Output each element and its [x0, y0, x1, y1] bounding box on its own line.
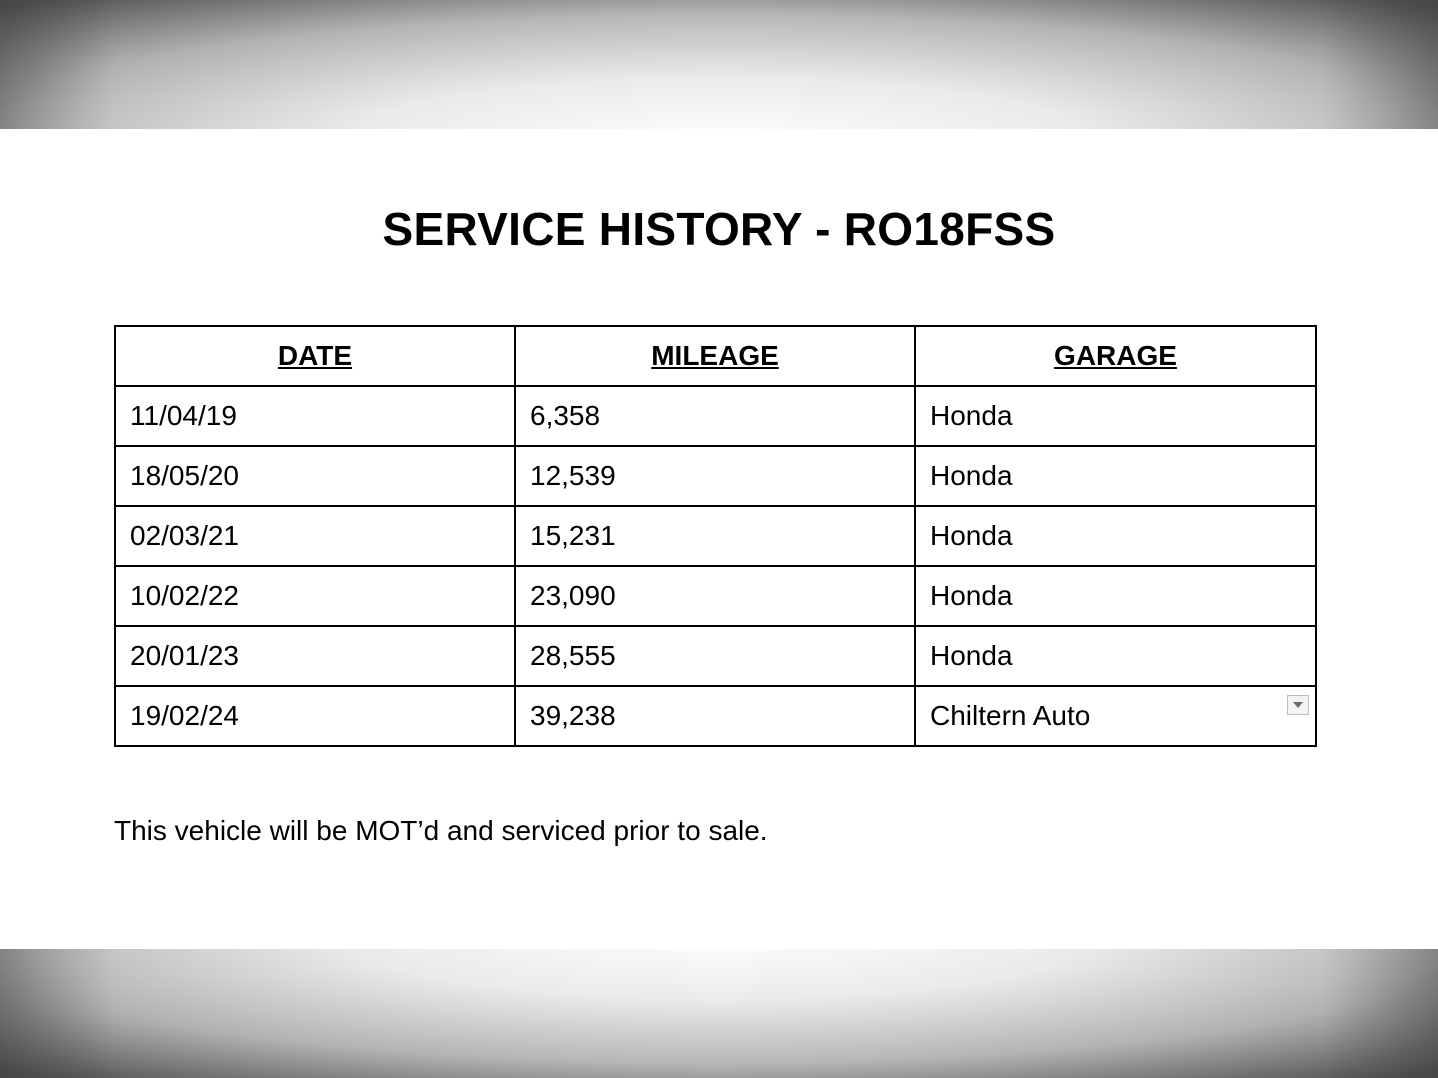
table-row — [115, 626, 1316, 686]
column-header-mileage: MILEAGE — [515, 326, 915, 386]
top-vignette-band — [0, 0, 1438, 129]
mileage-cell: 12,539 — [515, 446, 915, 506]
date-cell: 18/05/20 — [115, 446, 515, 506]
garage-cell: Honda — [915, 386, 1316, 446]
garage-cell: Honda — [915, 446, 1316, 506]
garage-cell-value: Chiltern Auto — [930, 700, 1091, 731]
mileage-cell: 6,358 — [515, 386, 915, 446]
mileage-cell: 39,238 — [515, 686, 915, 746]
garage-cell: Honda — [915, 626, 1316, 686]
date-cell: 19/02/24 — [115, 686, 515, 746]
table-row — [115, 686, 1316, 746]
table-row — [115, 446, 1316, 506]
column-header-garage: GARAGE — [915, 326, 1316, 386]
date-cell: 11/04/19 — [115, 386, 515, 446]
chevron-down-icon[interactable] — [1287, 695, 1309, 715]
mileage-cell: 28,555 — [515, 626, 915, 686]
column-header-date: DATE — [115, 326, 515, 386]
document-page — [0, 129, 1438, 949]
mileage-cell: 23,090 — [515, 566, 915, 626]
garage-cell[interactable] — [915, 686, 1316, 746]
date-cell: 02/03/21 — [115, 506, 515, 566]
table-row — [115, 566, 1316, 626]
page-title: SERVICE HISTORY - RO18FSS — [382, 203, 1056, 255]
table-row — [115, 386, 1316, 446]
garage-cell: Honda — [915, 506, 1316, 566]
date-cell: 10/02/22 — [115, 566, 515, 626]
table-header-row — [115, 326, 1316, 386]
bottom-vignette-band — [0, 949, 1438, 1078]
table-row — [115, 506, 1316, 566]
service-history-table — [114, 325, 1317, 747]
garage-cell: Honda — [915, 566, 1316, 626]
mileage-cell: 15,231 — [515, 506, 915, 566]
date-cell: 20/01/23 — [115, 626, 515, 686]
sale-note: This vehicle will be MOT’d and serviced prior to sale. — [114, 815, 768, 846]
